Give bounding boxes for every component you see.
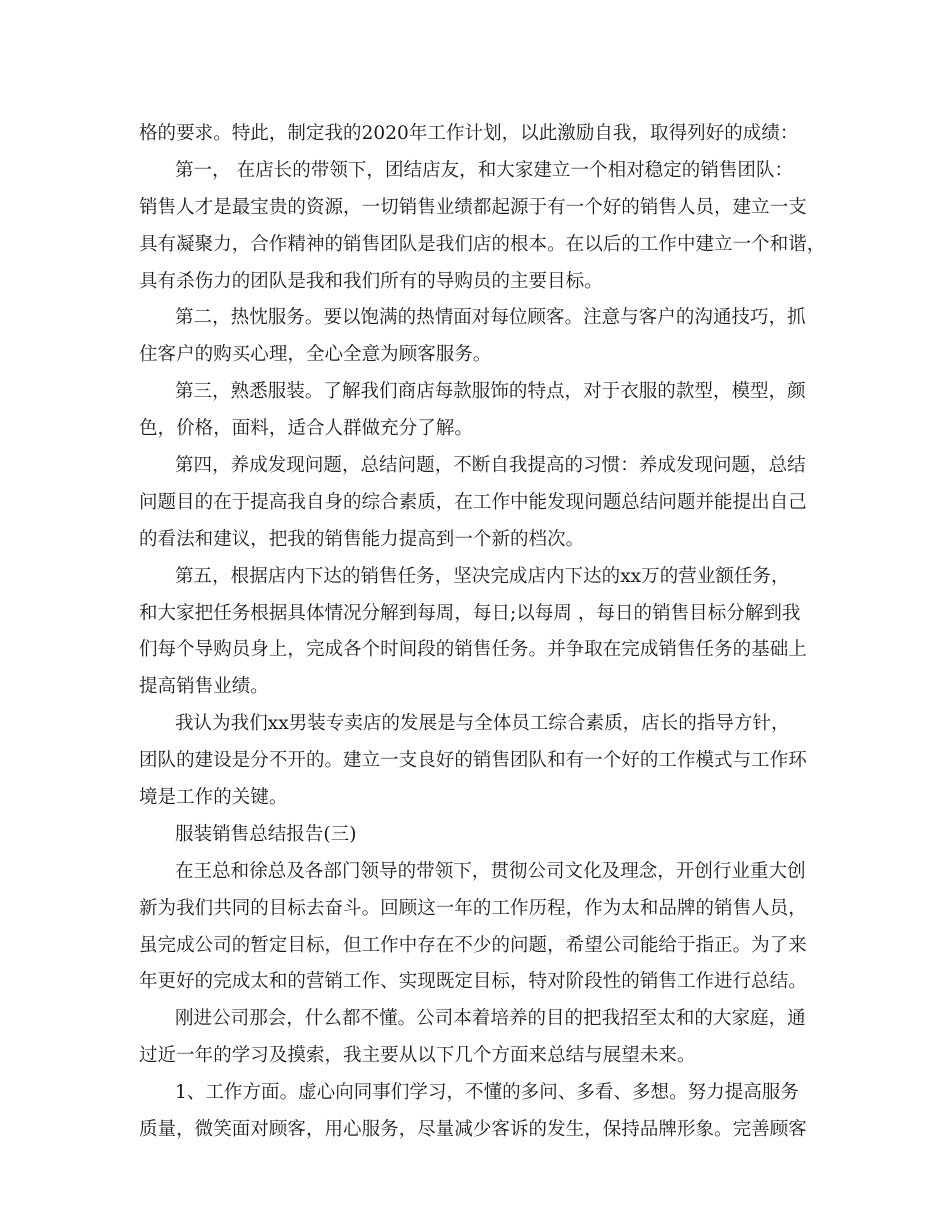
text-line: 提高销售业绩。 xyxy=(139,676,269,698)
text-line: 的看法和建议，把我的销售能力提高到一个新的档次。 xyxy=(139,528,585,550)
text-line: 第三，熟悉服装。了解我们商店每款服饰的特点，对于衣服的款型，模型，颜 xyxy=(175,381,806,403)
document-body xyxy=(139,116,826,1149)
text-line: 第四，养成发现问题，总结问题，不断自我提高的习惯：养成发现问题，总结 xyxy=(175,455,806,477)
text-line: 我认为我们xx男装专卖店的发展是与全体员工综合素质，店长的指导方针， xyxy=(175,713,790,735)
text-line: 在王总和徐总及各部门领导的带领下，贯彻公司文化及理念，开创行业重大创 xyxy=(175,860,806,882)
text-line: 住客户的购买心理，全心全意为顾客服务。 xyxy=(139,344,492,366)
text-line: 年更好的完成太和的营销工作、实现既定目标，特对阶段性的销售工作进行总结。 xyxy=(139,971,807,993)
text-line: 第五，根据店内下达的销售任务，坚决完成店内下达的xx万的营业额任务， xyxy=(175,565,790,587)
text-line: 刚进公司那会，什么都不懂。公司本着培养的目的把我招至太和的大家庭，通 xyxy=(175,1008,806,1030)
text-line: 服装销售总结报告(三) xyxy=(175,823,357,845)
text-line: 质量，微笑面对顾客，用心服务，尽量减少客诉的发生，保持品牌形象。完善顾客 xyxy=(139,1119,807,1141)
text-line: 第二，热忱服务。要以饱满的热情面对每位顾客。注意与客户的沟通技巧，抓 xyxy=(175,307,806,329)
text-line: 们每个导购员身上，完成各个时间段的销售任务。并争取在完成销售任务的基础上 xyxy=(139,639,807,661)
text-line: 具有凝聚力，合作精神的销售团队是我们店的根本。在以后的工作中建立一个和谐， xyxy=(139,233,826,255)
text-line: 格的要求。特此，制定我的2020年工作计划，以此激励自我，取得列好的成绩： xyxy=(139,123,799,144)
text-line: 色，价格，面料，适合人群做充分了解。 xyxy=(139,418,473,440)
text-line: 销售人才是最宝贵的资源，一切销售业绩都起源于有一个好的销售人员，建立一支 xyxy=(139,196,807,218)
text-line: 问题目的在于提高我自身的综合素质，在工作中能发现问题总结问题并能提出自己 xyxy=(139,491,807,513)
text-line: 过近一年的学习及摸索，我主要从以下几个方面来总结与展望未来。 xyxy=(139,1045,696,1067)
text-line: 具有杀伤力的团队是我和我们所有的导购员的主要目标。 xyxy=(139,270,603,292)
text-line: 虽完成公司的暂定目标，但工作中存在不少的问题，希望公司能给于指正。为了来 xyxy=(139,934,807,956)
text-line: 和大家把任务根据具体情况分解到每周，每日;以每周 ，每日的销售目标分解到我 xyxy=(139,602,801,624)
text-line: 团队的建设是分不开的。建立一支良好的销售团队和有一个好的工作模式与工作环 xyxy=(139,750,807,772)
text-line: 第一， 在店长的带领下，团结店友，和大家建立一个相对稳定的销售团队： xyxy=(175,159,794,181)
text-line: 1、工作方面。虚心向同事们学习，不懂的多问、多看、多想。努力提高服务 xyxy=(175,1082,799,1104)
text-line: 境是工作的关键。 xyxy=(139,787,288,809)
text-line: 新为我们共同的目标去奋斗。回顾这一年的工作历程，作为太和品牌的销售人员， xyxy=(139,897,807,919)
